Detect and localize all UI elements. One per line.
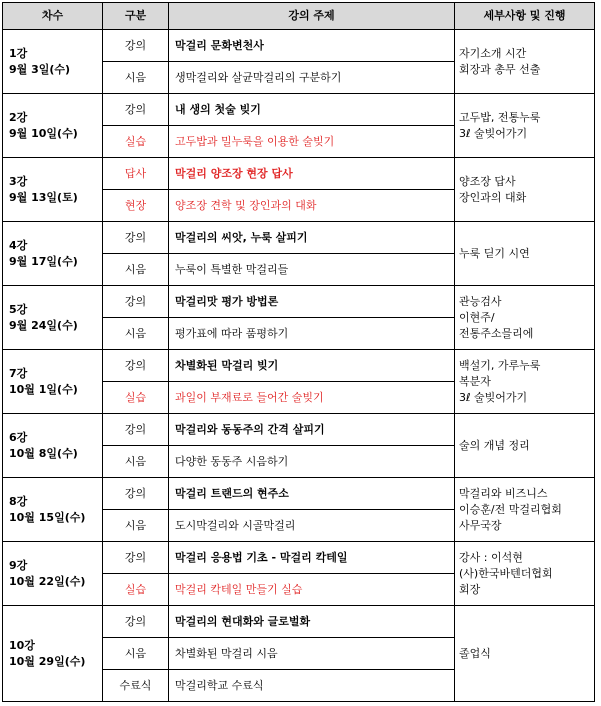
details-line: 강사 : 이석현 — [459, 550, 523, 564]
session-number: 1강 — [9, 46, 28, 60]
category-cell: 답사 — [103, 158, 169, 190]
session-cell — [3, 94, 103, 158]
category-cell: 시음 — [103, 62, 169, 94]
session-number: 9강 — [9, 558, 28, 572]
topic-cell: 막걸리의 씨앗, 누룩 살피기 — [169, 222, 455, 254]
session-date: 10월 29일(수) — [9, 654, 86, 668]
details-line: 졸업식 — [459, 646, 491, 660]
header-session: 차수 — [3, 3, 103, 30]
session-date: 9월 10일(수) — [9, 126, 78, 140]
details-line: 장인과의 대화 — [459, 190, 527, 204]
details-line: 회장 — [459, 582, 481, 596]
category-cell: 시음 — [103, 510, 169, 542]
category-cell: 강의 — [103, 94, 169, 126]
topic-cell: 막걸리학교 수료식 — [169, 670, 455, 702]
topic-cell: 다양한 동동주 시음하기 — [169, 446, 455, 478]
session-number: 6강 — [9, 430, 28, 444]
topic-cell: 과일이 부재료로 들어간 술빚기 — [169, 382, 455, 414]
table-row — [3, 350, 595, 382]
category-cell: 수료식 — [103, 670, 169, 702]
category-cell: 현장 — [103, 190, 169, 222]
topic-cell: 막걸리 양조장 현장 답사 — [169, 158, 455, 190]
category-cell: 강의 — [103, 478, 169, 510]
table-row — [3, 414, 595, 446]
details-line: 복분자 — [459, 374, 491, 388]
header-topic: 강의 주제 — [169, 3, 455, 30]
session-cell — [3, 606, 103, 702]
table-row — [3, 94, 595, 126]
details-line: 회장과 총무 선출 — [459, 62, 541, 76]
session-number: 3강 — [9, 174, 28, 188]
session-number: 2강 — [9, 110, 28, 124]
session-cell — [3, 222, 103, 286]
topic-cell: 내 생의 첫술 빚기 — [169, 94, 455, 126]
session-date: 10월 22일(수) — [9, 574, 86, 588]
details-line: 3ℓ 술빚어가기 — [459, 126, 528, 140]
session-cell — [3, 350, 103, 414]
table-row — [3, 286, 595, 318]
category-cell: 강의 — [103, 286, 169, 318]
category-cell: 강의 — [103, 542, 169, 574]
session-cell — [3, 542, 103, 606]
category-cell: 실습 — [103, 382, 169, 414]
topic-cell: 막걸리 칵테일 만들기 실습 — [169, 574, 455, 606]
session-date: 10월 8일(수) — [9, 446, 78, 460]
session-date: 9월 3일(수) — [9, 62, 71, 76]
topic-cell: 막걸리맛 평가 방법론 — [169, 286, 455, 318]
session-number: 4강 — [9, 238, 28, 252]
category-cell: 실습 — [103, 574, 169, 606]
table-row — [3, 478, 595, 510]
session-cell — [3, 286, 103, 350]
topic-cell: 막걸리의 현대화와 글로벌화 — [169, 606, 455, 638]
session-date: 9월 13일(토) — [9, 190, 78, 204]
details-cell — [455, 158, 595, 222]
topic-cell: 차별화된 막걸리 시음 — [169, 638, 455, 670]
details-line: 이승훈/전 막걸리협회 — [459, 502, 562, 516]
topic-cell: 막걸리 응용법 기초 - 막걸리 칵테일 — [169, 542, 455, 574]
header-details: 세부사항 및 진행 — [455, 3, 595, 30]
details-line: 술의 개념 정리 — [459, 438, 530, 452]
category-cell: 실습 — [103, 126, 169, 158]
session-cell — [3, 30, 103, 94]
session-number: 5강 — [9, 302, 28, 316]
table-body — [3, 30, 595, 702]
table-row — [3, 158, 595, 190]
topic-cell: 평가표에 따라 품평하기 — [169, 318, 455, 350]
schedule-container — [2, 2, 595, 702]
details-cell — [455, 478, 595, 542]
topic-cell: 누룩이 특별한 막걸리들 — [169, 254, 455, 286]
session-date: 9월 17일(수) — [9, 254, 78, 268]
table-row — [3, 542, 595, 574]
header-row — [3, 3, 595, 30]
topic-cell: 생막걸리와 살균막걸리의 구분하기 — [169, 62, 455, 94]
details-cell — [455, 350, 595, 414]
details-cell — [455, 30, 595, 94]
topic-cell: 막걸리 문화변천사 — [169, 30, 455, 62]
session-number: 10강 — [9, 638, 35, 652]
curriculum-table — [2, 2, 595, 702]
details-cell — [455, 286, 595, 350]
topic-cell: 도시막걸리와 시골막걸리 — [169, 510, 455, 542]
session-date: 9월 24일(수) — [9, 318, 78, 332]
details-line: 이현주/ — [459, 310, 495, 324]
details-line: 자기소개 시간 — [459, 46, 527, 60]
category-cell: 강의 — [103, 606, 169, 638]
category-cell: 강의 — [103, 414, 169, 446]
category-cell: 시음 — [103, 638, 169, 670]
topic-cell: 막걸리와 동동주의 간격 살피기 — [169, 414, 455, 446]
category-cell: 강의 — [103, 222, 169, 254]
session-number: 8강 — [9, 494, 28, 508]
topic-cell: 양조장 견학 및 장인과의 대화 — [169, 190, 455, 222]
details-line: 사무국장 — [459, 518, 502, 532]
session-cell — [3, 478, 103, 542]
details-line: 양조장 답사 — [459, 174, 516, 188]
table-row — [3, 30, 595, 62]
topic-cell: 고두밥과 밀누룩을 이용한 술빚기 — [169, 126, 455, 158]
topic-cell: 차별화된 막걸리 빚기 — [169, 350, 455, 382]
details-cell — [455, 606, 595, 702]
details-line: 누룩 딛기 시연 — [459, 246, 530, 260]
session-cell — [3, 414, 103, 478]
session-cell — [3, 158, 103, 222]
category-cell: 시음 — [103, 318, 169, 350]
details-line: 관능검사 — [459, 294, 502, 308]
details-line: 막걸리와 비즈니스 — [459, 486, 548, 500]
details-cell — [455, 222, 595, 286]
header-category: 구분 — [103, 3, 169, 30]
details-line: 고두밥, 전통누룩 — [459, 110, 541, 124]
details-line: 3ℓ 술빚어가기 — [459, 390, 528, 404]
table-row — [3, 606, 595, 638]
category-cell: 강의 — [103, 350, 169, 382]
table-row — [3, 222, 595, 254]
details-cell — [455, 414, 595, 478]
details-cell — [455, 94, 595, 158]
topic-cell: 막걸리 트랜드의 현주소 — [169, 478, 455, 510]
details-cell — [455, 542, 595, 606]
details-line: 전통주소믈리에 — [459, 326, 534, 340]
session-number: 7강 — [9, 366, 28, 380]
session-date: 10월 15일(수) — [9, 510, 86, 524]
details-line: (사)한국바텐더협회 — [459, 566, 553, 580]
category-cell: 강의 — [103, 30, 169, 62]
details-line: 백설기, 가루누룩 — [459, 358, 541, 372]
session-date: 10월 1일(수) — [9, 382, 78, 396]
category-cell: 시음 — [103, 254, 169, 286]
category-cell: 시음 — [103, 446, 169, 478]
